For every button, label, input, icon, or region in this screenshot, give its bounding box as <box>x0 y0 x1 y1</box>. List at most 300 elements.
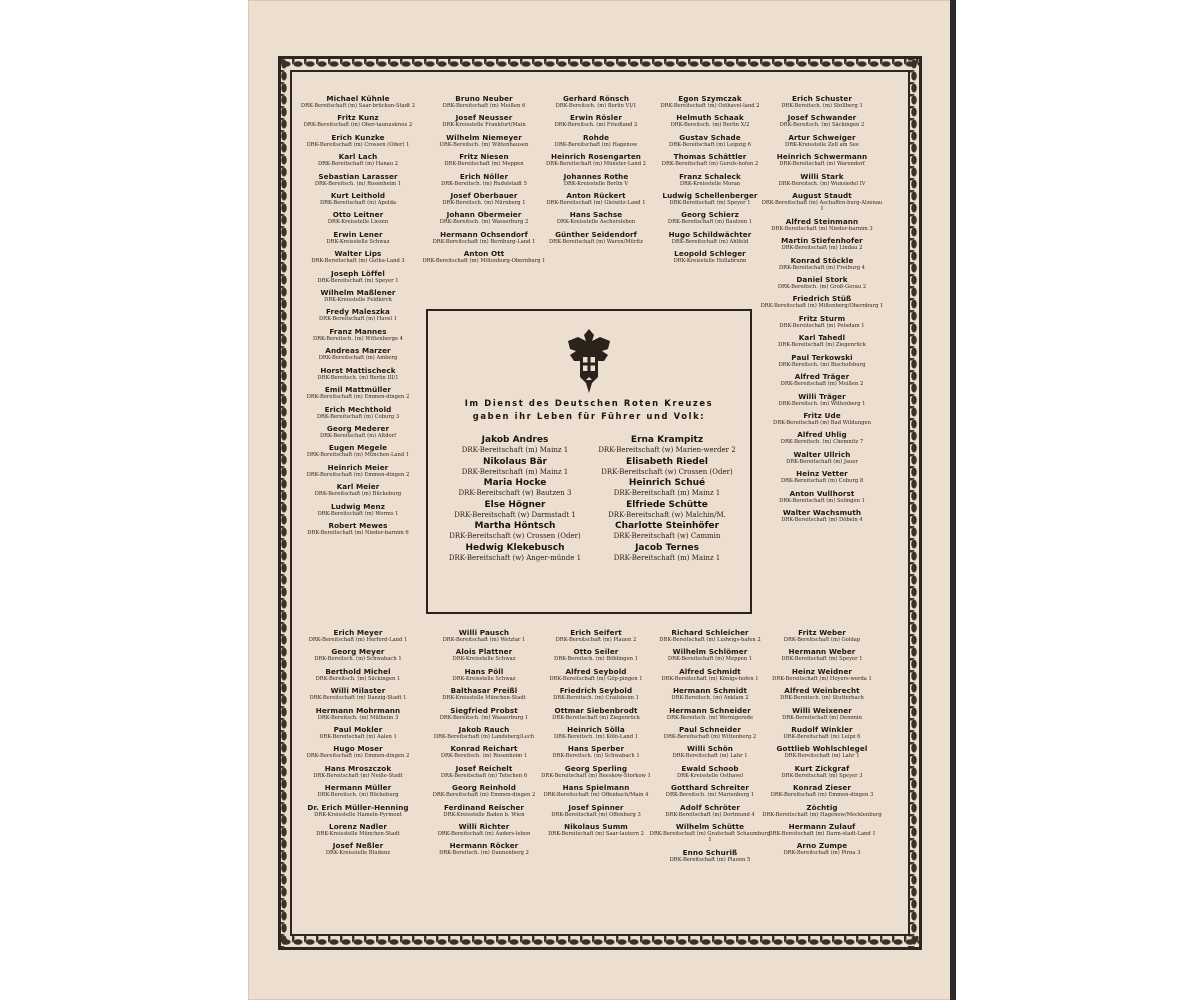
roll-entry <box>422 152 546 167</box>
person-name: Alfred Steinmann <box>785 216 859 226</box>
roll-entry <box>296 463 420 478</box>
person-name: Nikolaus Bär <box>483 456 547 467</box>
unit-name: DRK-Bereitschaft (m) Bernburg-Land 1 <box>432 238 536 245</box>
roll-entry <box>422 764 546 779</box>
person-name: Hans Spielmann <box>562 783 630 793</box>
person-name: Michael Kühnle <box>326 94 390 103</box>
names-column-2 <box>422 94 546 269</box>
roll-entry <box>760 372 884 387</box>
headline-line-2: gaben ihr Leben für Führer und Volk: <box>472 411 706 421</box>
unit-name: DRK-Bereitschaft (m) Speyer 1 <box>781 656 863 663</box>
roll-entry <box>760 152 884 167</box>
person-name: Jakob Andres <box>481 435 549 445</box>
names-column-1 <box>296 94 420 540</box>
names-column-3 <box>534 94 658 249</box>
person-name: Rudolf Winkler <box>791 725 853 735</box>
roll-entry <box>296 327 420 342</box>
person-name: Kurt Leithold <box>330 191 386 201</box>
person-name: Georg Meyer <box>331 647 385 657</box>
roll-entry <box>534 133 658 148</box>
person-name: Hermann Weber <box>788 647 856 657</box>
roll-entry <box>296 725 420 740</box>
unit-name: DRK-Bereitsch. (m) Crailsheim 1 <box>553 695 639 702</box>
person-name: Jakob Rauch <box>458 725 510 735</box>
unit-name: DRK-Bereitsch. (m) Schwabach 1 <box>314 656 402 663</box>
person-name: Bruno Neuber <box>455 94 513 103</box>
roll-entry <box>422 725 546 740</box>
roll-entry <box>760 353 884 368</box>
person-name: Hermann Röcker <box>449 841 519 851</box>
unit-name: DRK-Bereitschaft (m) Plauen 5 <box>669 856 751 863</box>
roll-entry <box>534 191 658 206</box>
roll-entry <box>422 191 546 206</box>
person-name: Fritz Niesen <box>459 152 509 162</box>
roll-entry <box>534 744 658 759</box>
roll-entry <box>296 366 420 381</box>
unit-name: DRK-Bereitschaft (m) Hanau 2 <box>317 161 399 168</box>
person-name: Willi Weixener <box>792 705 852 715</box>
unit-name: DRK-Bereitschaft (m) Hagenow/Mecklenburg <box>762 811 882 818</box>
unit-name: DRK-Bereitsch. (m) Wasserburg 2 <box>439 219 529 226</box>
unit-name: DRK-Bereitschaft (m) Mainz 1 <box>613 553 721 562</box>
unit-name: DRK-Kreisstelle Osthavel <box>676 772 743 779</box>
person-name: Fritz Ude <box>803 410 841 420</box>
roll-entry <box>648 230 772 245</box>
roll-entry <box>648 744 772 759</box>
person-name: Wilhelm Maßlener <box>320 288 396 298</box>
person-name: Anton Rückert <box>566 191 626 201</box>
person-name: Arno Zumpe <box>796 841 848 851</box>
person-name: Robert Mewes <box>328 520 388 530</box>
roll-entry <box>760 133 884 148</box>
roll-entry <box>422 783 546 798</box>
roll-entry <box>648 191 772 206</box>
roll-entry <box>422 803 546 818</box>
person-name: Josef Spinner <box>568 802 624 812</box>
person-name: Konrad Zieser <box>792 783 852 793</box>
person-name: Thomas Schättler <box>673 152 747 162</box>
roll-entry <box>760 667 884 682</box>
roll-entry <box>760 822 884 837</box>
unit-name: DRK-Bereitsch. (m) Schwabach 1 <box>552 753 640 760</box>
roll-entry <box>534 230 658 245</box>
roll-entry <box>296 521 420 536</box>
roll-entry <box>296 744 420 759</box>
person-name: Leopold Schleger <box>674 249 746 259</box>
unit-name: DRK-Bereitschaft (m) Emmen-dingen 2 <box>306 753 410 760</box>
roll-entry <box>296 424 420 439</box>
person-name: Georg Sperling <box>564 763 628 773</box>
unit-name: DRK-Bereitschaft (m) Havel 1 <box>319 316 397 323</box>
person-name: Alois Plattner <box>455 647 513 657</box>
person-name: Willi Schön <box>687 744 733 754</box>
unit-name: DRK-Bereitschaft (m) Bautzen 1 <box>667 219 753 226</box>
unit-name: DRK-Bereitschaft (m) Aschaffen-burg-Alzenau 1 <box>761 200 883 213</box>
roll-entry <box>648 706 772 721</box>
person-name: Joseph Löffel <box>331 268 385 278</box>
names-column-6 <box>296 628 420 861</box>
person-name: Hermann Zulauf <box>788 822 856 832</box>
unit-name: DRK-Kreisstelle Aschersleben <box>556 219 636 226</box>
person-name: Elisabeth Riedel <box>626 456 708 467</box>
roll-entry <box>648 94 772 109</box>
unit-name: DRK-Bereitschaft (m) Ahlfeld <box>671 238 749 245</box>
person-name: Willi Richter <box>458 822 510 832</box>
roll-entry <box>760 430 884 445</box>
person-name: Willi Träger <box>798 391 846 401</box>
unit-name: DRK-Bereitschaft (m) Emmen-dingen 2 <box>306 471 410 478</box>
unit-name: DRK-Bereitsch. (m) Groß-Gerau 2 <box>777 284 867 291</box>
headline-line-1: Im Dienst des Deutschen Roten Kreuzes <box>464 398 714 408</box>
person-name: Erich Schuster <box>791 94 852 103</box>
document-page <box>248 0 952 1000</box>
person-name: Franz Mannes <box>329 326 387 336</box>
unit-name: DRK-Bereitschaft (m) Speyer 3 <box>781 772 863 779</box>
roll-entry <box>422 647 546 662</box>
unit-name: DRK-Bereitschaft (m) Miltenberg/Obernburg 1 <box>760 303 884 310</box>
roll-entry <box>422 667 546 682</box>
person-name: Alfred Seybold <box>565 666 627 676</box>
person-name: Paul Schneider <box>679 725 741 735</box>
person-name: Artur Schweiger <box>788 132 856 142</box>
unit-name: DRK-Bereitschaft (m) Emmen-dingen 2 <box>432 792 536 799</box>
unit-name: DRK-Bereitsch. (m) Mülheim 3 <box>317 714 399 721</box>
unit-name: DRK-Bereitschaft (m) Wetzlar 1 <box>442 637 526 643</box>
person-name: Daniel Stork <box>796 275 848 285</box>
unit-name: DRK-Kreisstelle Bludenz <box>325 850 391 857</box>
roll-entry <box>422 230 546 245</box>
roll-entry <box>534 822 658 837</box>
unit-name: DRK-Bereitschaft (m) Döbeln 4 <box>781 516 863 523</box>
roll-entry <box>760 647 884 662</box>
unit-name: DRK-Kreisstelle Schwaz <box>452 656 516 663</box>
roll-entry <box>440 521 590 541</box>
roll-entry <box>648 133 772 148</box>
unit-name: DRK-Bereitschaft (m) Warendorf <box>779 161 865 168</box>
unit-name: DRK-Kreisstelle Hollabrunn <box>673 258 747 265</box>
roll-entry <box>648 152 772 167</box>
names-column-8 <box>534 628 658 841</box>
unit-name: DRK-Bereitschaft (m) Plauen 2 <box>555 637 637 643</box>
person-name: Enno Schuriß <box>682 847 738 857</box>
roll-entry <box>760 113 884 128</box>
unit-name: DRK-Bereitsch. (m) Dannenberg 2 <box>439 850 529 857</box>
unit-name: DRK-Bereitschaft (w) Anger-münde 1 <box>448 553 582 562</box>
person-name: Zöchtig <box>806 802 838 812</box>
unit-name: DRK-Bereitschaft (w) Bautzen 3 <box>458 489 572 498</box>
unit-name: DRK-Bereitschaft (m) Gleiwitz-Land 1 <box>546 200 646 207</box>
roll-entry <box>648 686 772 701</box>
person-name: Erna Krampitz <box>630 435 704 445</box>
drk-eagle-emblem-icon <box>564 327 614 395</box>
unit-name: DRK-Bereitschaft (m) Beeskow-Storkow 1 <box>541 772 651 779</box>
roll-entry <box>760 314 884 329</box>
roll-entry <box>534 686 658 701</box>
person-name: Hermann Ochsendorf <box>440 229 528 239</box>
unit-name: DRK-Bereitsch. (m) Berlin X/2 <box>670 122 750 129</box>
person-name: Georg Reinhold <box>452 783 516 793</box>
person-name: Alfred Schmidt <box>679 666 741 676</box>
unit-name: DRK-Bereitschaft (m) Münster-Land 2 <box>546 161 646 168</box>
person-name: Fredy Maleszka <box>325 307 391 317</box>
roll-entry <box>648 725 772 740</box>
person-name: Sebastian Larasser <box>318 171 398 181</box>
roll-entry <box>648 628 772 643</box>
unit-name: DRK-Bereitschaft (m) Saar-brücken-Stadt 2 <box>300 103 416 109</box>
person-name: Andreas Marzer <box>325 346 391 356</box>
person-name: Berthold Michel <box>325 666 391 676</box>
unit-name: DRK-Kreisstelle Moran <box>679 180 741 187</box>
roll-entry <box>296 822 420 837</box>
roll-entry <box>760 236 884 251</box>
person-name: Josef Neusser <box>455 113 513 123</box>
roll-entry <box>296 269 420 284</box>
names-column-5 <box>760 94 884 527</box>
person-name: Georg Schierz <box>681 210 739 220</box>
unit-name: DRK-Bereitsch. (m) Wasserburg 1 <box>439 714 529 721</box>
unit-name: DRK-Bereitschaft (m) Bückeburg <box>314 491 402 498</box>
unit-name: DRK-Bereitsch. (m) Wunsiedel IV <box>778 180 866 187</box>
person-name: August Staudt <box>792 191 852 201</box>
roll-entry <box>422 210 546 225</box>
unit-name: DRK-Bereitsch. (m) Wittenhausen <box>439 141 529 148</box>
unit-name: DRK-Kreisstelle Schwaz <box>326 238 390 245</box>
roll-entry <box>296 841 420 856</box>
roll-entry <box>422 249 546 264</box>
roll-entry <box>760 744 884 759</box>
unit-name: DRK-Bereitschaft (m) Tetschen 6 <box>440 772 528 779</box>
unit-name: DRK-Bereitschaft (m) Herford-Land 1 <box>308 637 408 643</box>
person-name: Eugen Megele <box>328 443 388 453</box>
unit-name: DRK-Bereitsch. (m) Chemnitz 7 <box>780 439 864 446</box>
person-name: Josef Neßler <box>332 841 384 851</box>
unit-name: DRK-Bereitschaft (m) München-Land 1 <box>306 452 410 459</box>
unit-name: DRK-Bereitschaft (m) Emmen-dingen 2 <box>306 394 410 401</box>
roll-entry <box>760 764 884 779</box>
person-name: Alfred Weinbrecht <box>784 686 860 696</box>
roll-entry <box>296 346 420 361</box>
unit-name: DRK-Bereitschaft (m) Aalen 1 <box>319 734 397 741</box>
person-name: Hugo Moser <box>333 744 383 754</box>
unit-name: DRK-Bereitschaft (m) Meißen 6 <box>442 103 526 109</box>
unit-name: DRK-Bereitsch. (m) Berlin VI/1 <box>555 103 637 109</box>
unit-name: DRK-Bereitschaft (m) Meppen <box>444 161 524 168</box>
unit-name: DRK-Bereitschaft (m) Osthavel-land 2 <box>660 103 760 109</box>
roll-entry <box>296 482 420 497</box>
person-name: Friedrich Stüß <box>792 294 852 304</box>
person-name: Heinrich Sölla <box>567 725 625 735</box>
person-name: Erich Nöller <box>459 171 509 181</box>
roll-entry <box>648 783 772 798</box>
unit-name: DRK-Bereitschaft (m) Ober-taunuskreis 2 <box>303 122 413 129</box>
person-name: Josef Reichelt <box>455 763 513 773</box>
person-name: Paul Terkowski <box>791 352 853 362</box>
roll-entry <box>534 725 658 740</box>
person-name: Hermann Schneider <box>669 705 751 715</box>
person-name: Ludwig Menz <box>330 501 386 511</box>
unit-name: DRK-Bereitschaft (m) Nieder-barnim 6 <box>307 529 409 536</box>
unit-name: DRK-Bereitschaft (m) Worms 1 <box>317 510 399 517</box>
roll-entry <box>592 435 742 455</box>
unit-name: DRK-Bereitschaft (m) Lahr 1 <box>784 753 860 760</box>
unit-name: DRK-Bereitschaft (m) Auders-leben <box>437 831 531 838</box>
unit-name: DRK-Bereitschaft (m) Mainz 1 <box>461 446 569 454</box>
roll-entry <box>296 249 420 264</box>
roll-entry <box>648 647 772 662</box>
person-name: Nikolaus Summ <box>564 822 628 832</box>
unit-name: DRK-Bereitsch. (m) Stutterbach <box>780 695 864 702</box>
unit-name: DRK-Bereitschaft (m) Hagenow <box>554 141 638 148</box>
unit-name: DRK-Bereitschaft (m) Potsdam 1 <box>779 322 865 329</box>
person-name: Karl Lach <box>338 152 378 162</box>
roll-entry <box>760 450 884 465</box>
unit-name: DRK-Bereitschaft (m) Coburg 8 <box>780 478 864 485</box>
unit-name: DRK-Bereitschaft (m) Wittenberg 2 <box>663 734 757 741</box>
roll-entry <box>760 294 884 309</box>
roll-entry <box>592 500 742 520</box>
unit-name: DRK-Bereitschaft (m) Offenburg 3 <box>551 811 641 818</box>
person-name: Hugo Schildwächter <box>668 229 752 239</box>
person-name: Lorenz Nadler <box>329 822 387 832</box>
roll-entry <box>422 841 546 856</box>
person-name: Fritz Sturm <box>798 313 846 323</box>
roll-entry <box>534 783 658 798</box>
person-name: Wilhelm Schütte <box>675 822 745 832</box>
unit-name: DRK-Bereitschaft (m) Bad Wildungen <box>773 419 871 426</box>
person-name: Siegfried Probst <box>450 705 518 715</box>
unit-name: DRK-Kreisstelle Schwaz <box>452 675 516 682</box>
roll-entry <box>760 841 884 856</box>
roll-entry <box>760 172 884 187</box>
roll-entry <box>760 725 884 740</box>
unit-name: DRK-Bereitschaft (m) Dortmund 4 <box>665 811 755 818</box>
person-name: Otto Leitner <box>332 210 384 220</box>
person-name: Hans Mroszczok <box>324 763 392 773</box>
roll-entry <box>296 647 420 662</box>
person-name: Ludwig Schellenberger <box>662 191 758 201</box>
person-name: Heinrich Schué <box>628 478 706 489</box>
person-name: Richard Schleicher <box>671 628 749 637</box>
roll-entry <box>534 210 658 225</box>
unit-name: DRK-Bereitschaft (m) Goldap <box>783 637 861 643</box>
person-name: Wilhelm Schlömer <box>672 647 748 657</box>
roll-entry <box>648 172 772 187</box>
unit-name: DRK-Kreisstelle Frankfurt/Main <box>442 122 526 129</box>
person-name: Walter Wachsmuth <box>782 507 862 517</box>
roll-entry <box>760 191 884 213</box>
person-name: Georg Mederer <box>326 423 390 433</box>
person-name: Heinrich Rosengarten <box>550 152 642 162</box>
roll-entry <box>760 469 884 484</box>
person-name: Konrad Stöckle <box>790 255 854 265</box>
roll-entry <box>296 152 420 167</box>
unit-name: DRK-Bereitschaft (m) Leipzig 6 <box>669 141 751 148</box>
person-name: Ferdinand Reischer <box>443 802 525 812</box>
roll-entry <box>440 457 590 477</box>
roll-entry <box>440 478 590 498</box>
roll-entry <box>296 113 420 128</box>
unit-name: DRK-Bereitsch. (m) Köln-Land 1 <box>553 734 639 741</box>
person-name: Hans Pöll <box>464 666 504 676</box>
roll-entry <box>760 489 884 504</box>
person-name: Fritz Weber <box>798 628 846 637</box>
person-name: Johann Obermeier <box>446 210 522 220</box>
roll-entry <box>296 133 420 148</box>
unit-name: DRK-Kreisstelle Berlin V <box>563 180 629 187</box>
roll-entry <box>534 628 658 643</box>
roll-entry <box>648 803 772 818</box>
unit-name: DRK-Bereitsch. (m) Bischofsburg <box>778 361 866 368</box>
person-name: Ottmar Siebenbrodt <box>554 705 638 715</box>
unit-name: DRK-Bereitschaft (m) Crossen (Oder) 1 <box>306 141 410 148</box>
unit-name: DRK-Bereitschaft (m) Speyer 1 <box>669 200 751 207</box>
unit-name: DRK-Bereitsch. (m) Nürnberg 1 <box>442 200 526 207</box>
person-name: Heinrich Schwermann <box>776 152 868 162</box>
roll-entry <box>760 94 884 109</box>
unit-name: DRK-Bereitschaft (m) Königs-hofen 1 <box>661 675 759 682</box>
roll-entry <box>440 435 590 455</box>
person-name: Helmuth Schaak <box>676 113 744 123</box>
roll-entry <box>296 686 420 701</box>
unit-name: DRK-Bereitschaft (m) Amberg <box>318 355 398 362</box>
unit-name: DRK-Bereitsch. (m) Wernigerode <box>666 714 754 721</box>
person-name: Walter Ullrich <box>793 449 851 459</box>
person-name: Günther Seidendorf <box>555 229 637 239</box>
names-column-10 <box>760 628 884 861</box>
person-name: Dr. Erich Müller-Henning <box>307 802 409 812</box>
unit-name: DRK-Kreisstelle Feldkirch <box>324 297 392 304</box>
unit-name: DRK-Bereitsch. (m) Marienberg 1 <box>665 792 755 799</box>
roll-entry <box>296 667 420 682</box>
person-name: Hans Sperber <box>567 744 625 754</box>
roll-entry <box>648 822 772 844</box>
unit-name: DRK-Bereitschaft (m) Altdorf <box>319 432 397 439</box>
memorial-box <box>426 309 752 614</box>
unit-name: DRK-Bereitschaft (m) Waren/Müritz <box>549 238 643 245</box>
unit-name: DRK-Bereitschaft (m) Lindau 2 <box>781 245 863 252</box>
featured-names-right <box>592 435 742 565</box>
unit-name: DRK-Bereitschaft (m) Solingen 1 <box>779 497 865 504</box>
roll-entry <box>422 822 546 837</box>
unit-name: DRK-Bereitschaft (m) Lahr 1 <box>672 753 748 760</box>
person-name: Heinrich Meier <box>327 462 389 472</box>
roll-entry <box>422 706 546 721</box>
person-name: Heinz Vetter <box>796 469 848 479</box>
roll-entry <box>648 113 772 128</box>
roll-entry <box>422 744 546 759</box>
person-name: Rohde <box>582 132 610 142</box>
unit-name: DRK-Bereitschaft (m) Miltenburg-Obernburg 1 <box>422 258 546 265</box>
unit-name: DRK-Bereitschaft (w) Crossen (Oder) <box>601 467 733 476</box>
unit-name: DRK-Bereitsch. (m) Säckingen 1 <box>315 675 401 682</box>
roll-entry <box>648 667 772 682</box>
unit-name: DRK-Bereitschaft (m) Landsberg/Lech <box>433 734 535 741</box>
person-name: Josef Schwander <box>787 113 857 123</box>
roll-entry <box>760 275 884 290</box>
unit-name: DRK-Bereitschaft (m) Gotha-Land 3 <box>311 258 405 265</box>
roll-entry <box>760 508 884 523</box>
roll-entry <box>592 478 742 498</box>
roll-entry <box>296 191 420 206</box>
roll-entry <box>648 764 772 779</box>
unit-name: DRK-Bereitschaft (m) Darm-stadt-Land 1 <box>768 831 876 838</box>
roll-entry <box>648 848 772 863</box>
person-name: Friedrich Seybold <box>559 686 633 696</box>
person-name: Martin Stiefenhofer <box>781 236 863 246</box>
roll-entry <box>648 210 772 225</box>
unit-name: DRK-Bereitschaft (m) Ludwigs-hafen 2 <box>659 637 761 643</box>
unit-name: DRK-Bereitsch. (m) Rudolstadt 5 <box>441 180 527 187</box>
